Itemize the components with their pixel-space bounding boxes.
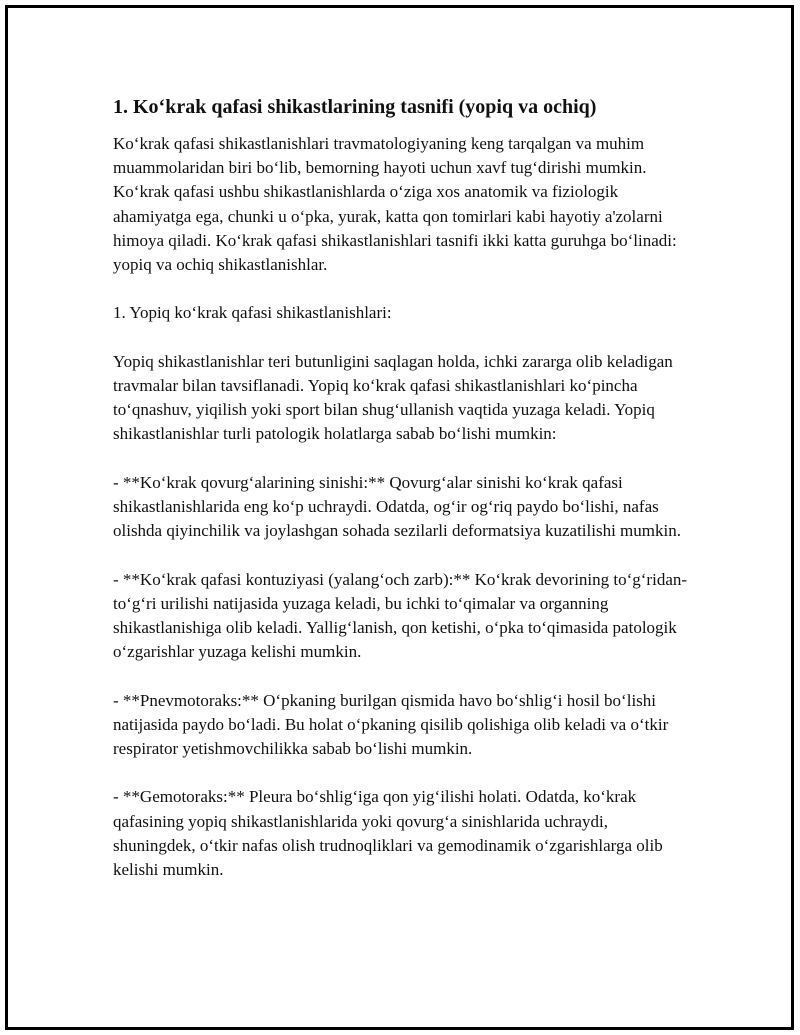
list-item-rib-fracture: - **Ko‘krak qovurg‘alarining sinishi:** Qovurg‘alar sinishi ko‘krak qafasi shikastlanishlarida eng ko‘p uchraydi. Odatda, og‘ir og‘riq paydo bo‘lishi, nafas olishda qiyinchilik va joylashgan sohada sezilarli deformatsiya kuzatilishi mumkin. xyxy=(113,472,681,541)
document-title: 1. Ko‘krak qafasi shikastlarining tasnifi (yopiq va ochiq) xyxy=(113,96,597,118)
closed-injuries-paragraph: Yopiq shikastlanishlar teri butunligini saqlagan holda, ichki zararga olib keladigan travmalar bilan tavsiflanadi. Yopiq ko‘krak qafasi shikastlanishlari ko‘pincha to‘qnashuv, yiqilish yoki sport bilan shug‘ullanish vaqtida yuzaga keladi. Yopiq shikastlanishlar turli patologik holatlarga sabab bo‘lishi mumkin: xyxy=(113,351,673,444)
intro-paragraph: Ko‘krak qafasi shikastlanishlari travmatologiyaning keng tarqalgan va muhim muammolaridan biri bo‘lib, bemorning hayoti uchun xavf tug‘dirishi mumkin. Ko‘krak qafasi ushbu shikastlanishlarda o‘ziga xos anatomik va fiziologik ahamiyatga ega, chunki u o‘pka, yurak, katta qon tomirlari kabi hayotiy a'zolarni himoya qiladi. Ko‘krak qafasi shikastlanishlari tasnifi ikki katta guruhga bo‘linadi: yopiq va ochiq shikastlanishlar. xyxy=(113,134,677,275)
list-item-chest-contusion: - **Ko‘krak qafasi kontuziyasi (yalang‘och zarb):** Ko‘krak devorining to‘g‘ridan-to‘g‘ri urilishi natijasida yuzaga keladi, bu ichki to‘qimalar va organning shikastlanishiga olib keladi. Yallig‘lanish, qon ketishi, o‘pka to‘qimasida patologik o‘zgarishlar yuzaga kelishi mumkin. xyxy=(113,569,688,662)
list-item-pneumothorax: - **Pnevmotoraks:** O‘pkaning burilgan qismida havo bo‘shlig‘i hosil bo‘lishi natijasida paydo bo‘ladi. Bu holat o‘pkaning qisilib qolishiga olib keladi va o‘tkir respirator yetishmovchilikka sabab bo‘lishi mumkin. xyxy=(113,690,669,758)
section-heading-closed-injuries: 1. Yopiq ko‘krak qafasi shikastlanishlari: xyxy=(113,303,392,323)
document-body xyxy=(113,94,693,906)
list-item-hemothorax: - **Gemotoraks:** Pleura bo‘shlig‘iga qon yig‘ilishi holati. Odatda, ko‘krak qafasining yopiq shikastlanishlarida yoki qovurg‘a sinishlarida uchraydi, shuningdek, o‘tkir nafas olish trudnoqliklari va gemodinamik o‘zgarishlarga olib kelishi mumkin. xyxy=(113,787,663,879)
